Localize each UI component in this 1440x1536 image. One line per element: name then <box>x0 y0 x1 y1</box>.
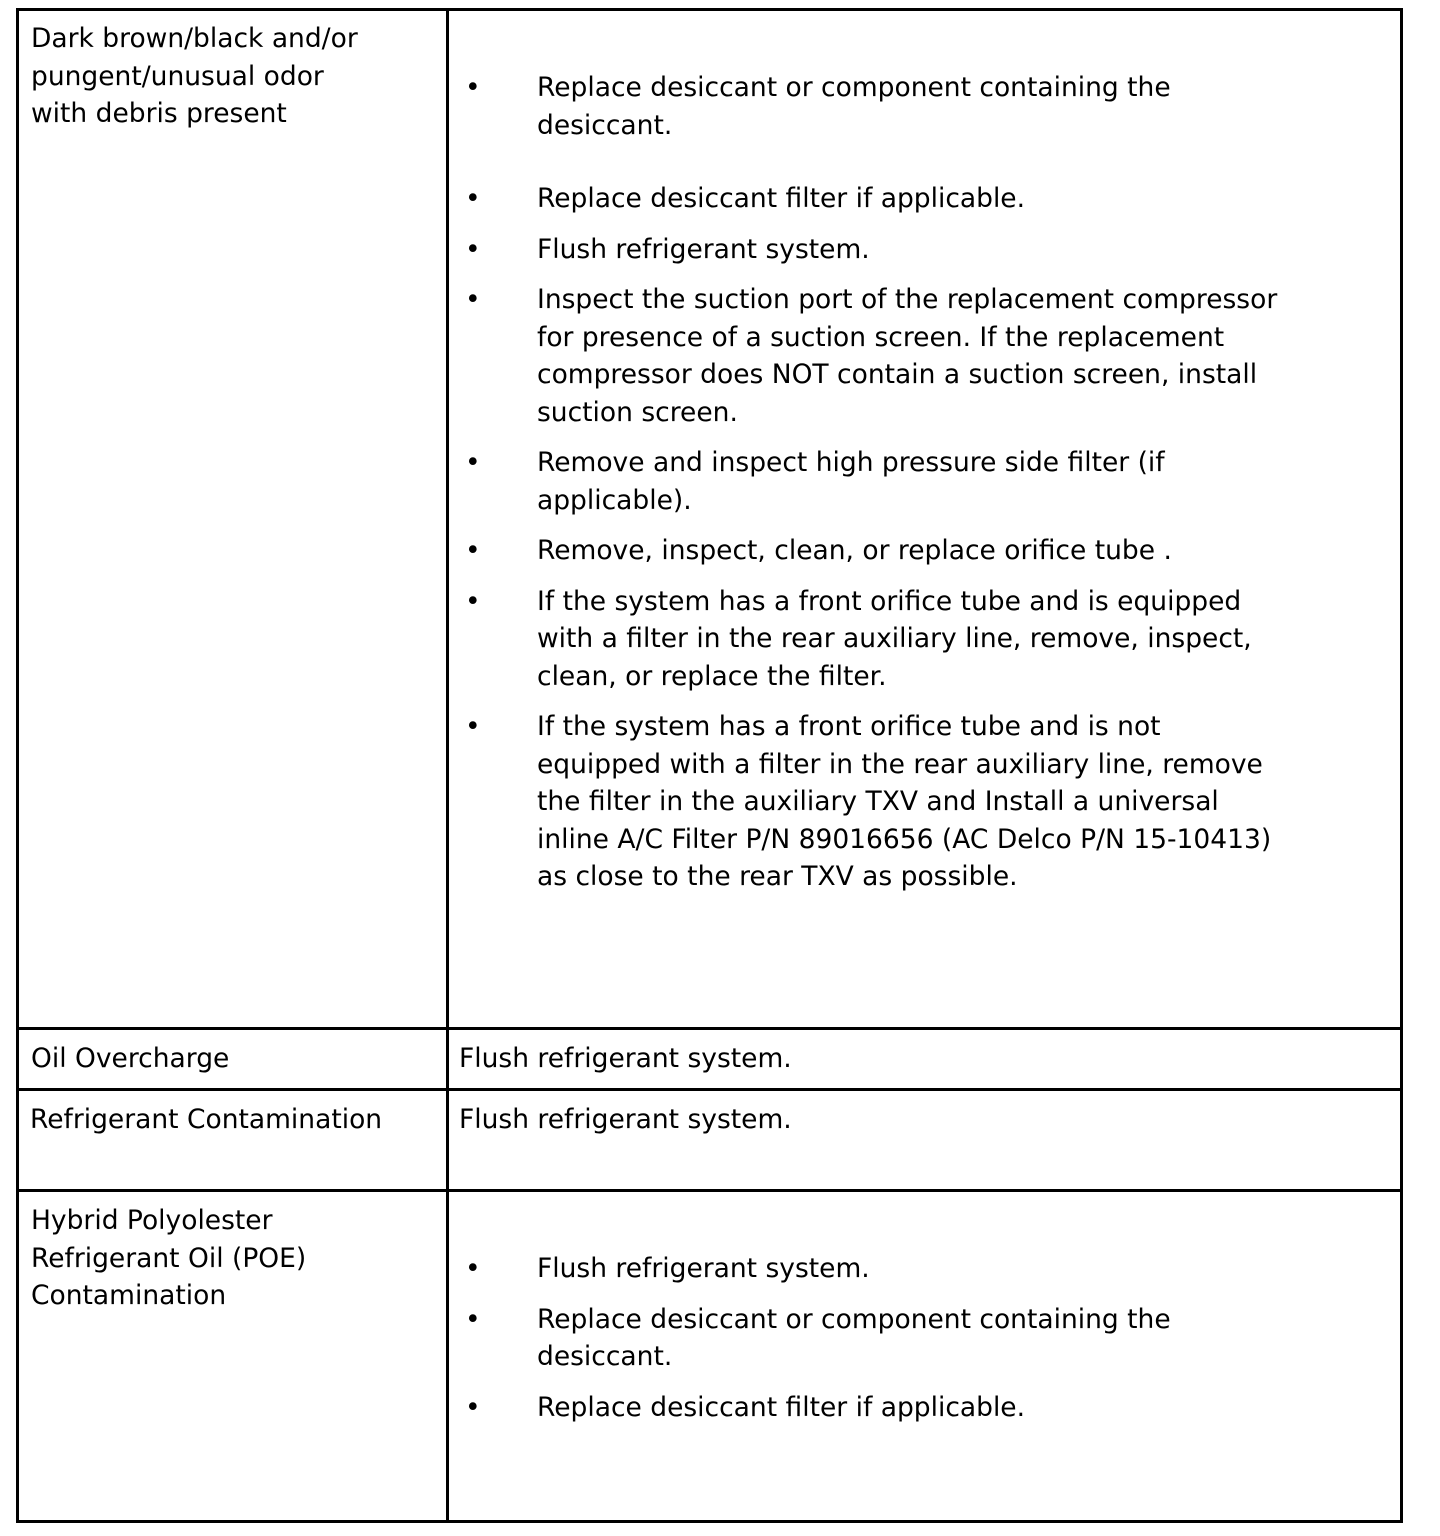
action-text: Replace desiccant filter if applicable. <box>537 183 1026 214</box>
action-text: Remove, inspect, clean, or replace orifice tube . <box>537 535 1172 566</box>
action-text: Replace desiccant filter if applicable. <box>537 1391 1026 1423</box>
condition-line: Hybrid Polyolester <box>31 1205 273 1236</box>
action-text: Inspect the suction port of the replacement compressor for presence of a suction screen. If the replacement compressor does NOT contain a suction screen, install suction screen. <box>537 284 1278 428</box>
list-item <box>465 180 1289 218</box>
condition-line: pungent/unusual odor <box>31 60 324 92</box>
condition-line: Oil Overcharge <box>31 1043 230 1074</box>
row-divider <box>19 1027 1400 1030</box>
list-item <box>465 583 1289 696</box>
condition-cell <box>31 1040 441 1078</box>
action-cell <box>449 69 1289 896</box>
condition-line: Contamination <box>31 1280 227 1311</box>
list-item <box>465 231 1289 269</box>
action-text: If the system has a front orifice tube and is not equipped with a filter in the rear auxiliary line, remove the filter in the auxiliary TXV and Install a universal inline A/C Filter P/N 89016656 (AC Delco P/N 15-10413) as close to the rear TXV as possible. <box>537 711 1272 892</box>
condition-line: Dark brown/black and/or <box>31 23 358 54</box>
list-item <box>465 1301 1289 1376</box>
action-text: Flush refrigerant system. <box>537 233 870 265</box>
condition-line: with debris present <box>31 98 287 129</box>
bullet-icon: • <box>465 1391 481 1423</box>
bullet-icon: • <box>465 585 481 617</box>
bullet-icon: • <box>465 1253 481 1284</box>
remedy-table <box>16 8 1403 1523</box>
list-item <box>465 69 1289 144</box>
action-text: Replace desiccant or component containing the desiccant. <box>537 72 1171 141</box>
bullet-icon: • <box>465 1303 481 1335</box>
condition-line: Refrigerant Contamination <box>30 1104 383 1135</box>
list-item <box>465 444 1289 519</box>
bullet-icon: • <box>465 284 481 315</box>
list-item <box>465 532 1289 570</box>
list-item <box>465 1250 1289 1288</box>
list-item <box>465 708 1289 896</box>
row-divider <box>19 1088 1400 1091</box>
list-item <box>465 281 1289 431</box>
action-cell: Flush refrigerant system. <box>459 1104 792 1135</box>
condition-cell <box>30 1101 446 1139</box>
row-divider <box>19 1189 1400 1192</box>
action-text: Replace desiccant or component containing the desiccant. <box>537 1303 1171 1372</box>
action-cell: Flush refrigerant system. <box>459 1043 792 1074</box>
action-text: If the system has a front orifice tube and is equipped with a filter in the rear auxiliary line, remove, inspect, clean, or replace the filter. <box>537 585 1252 692</box>
condition-line: Refrigerant Oil (POE) <box>31 1242 307 1274</box>
bullet-icon: • <box>465 183 481 214</box>
list-item <box>465 1389 1289 1427</box>
action-list <box>449 1250 1289 1426</box>
bullet-icon: • <box>465 447 481 478</box>
bullet-icon: • <box>465 233 481 265</box>
condition-cell <box>31 1202 441 1315</box>
action-cell <box>449 1250 1289 1426</box>
bullet-icon: • <box>465 535 481 566</box>
action-text: Flush refrigerant system. <box>537 1253 870 1284</box>
condition-cell <box>31 20 441 133</box>
bullet-icon: • <box>465 72 481 103</box>
bullet-icon: • <box>465 711 481 742</box>
action-list <box>449 69 1289 896</box>
action-text: Remove and inspect high pressure side filter (if applicable). <box>537 447 1165 516</box>
